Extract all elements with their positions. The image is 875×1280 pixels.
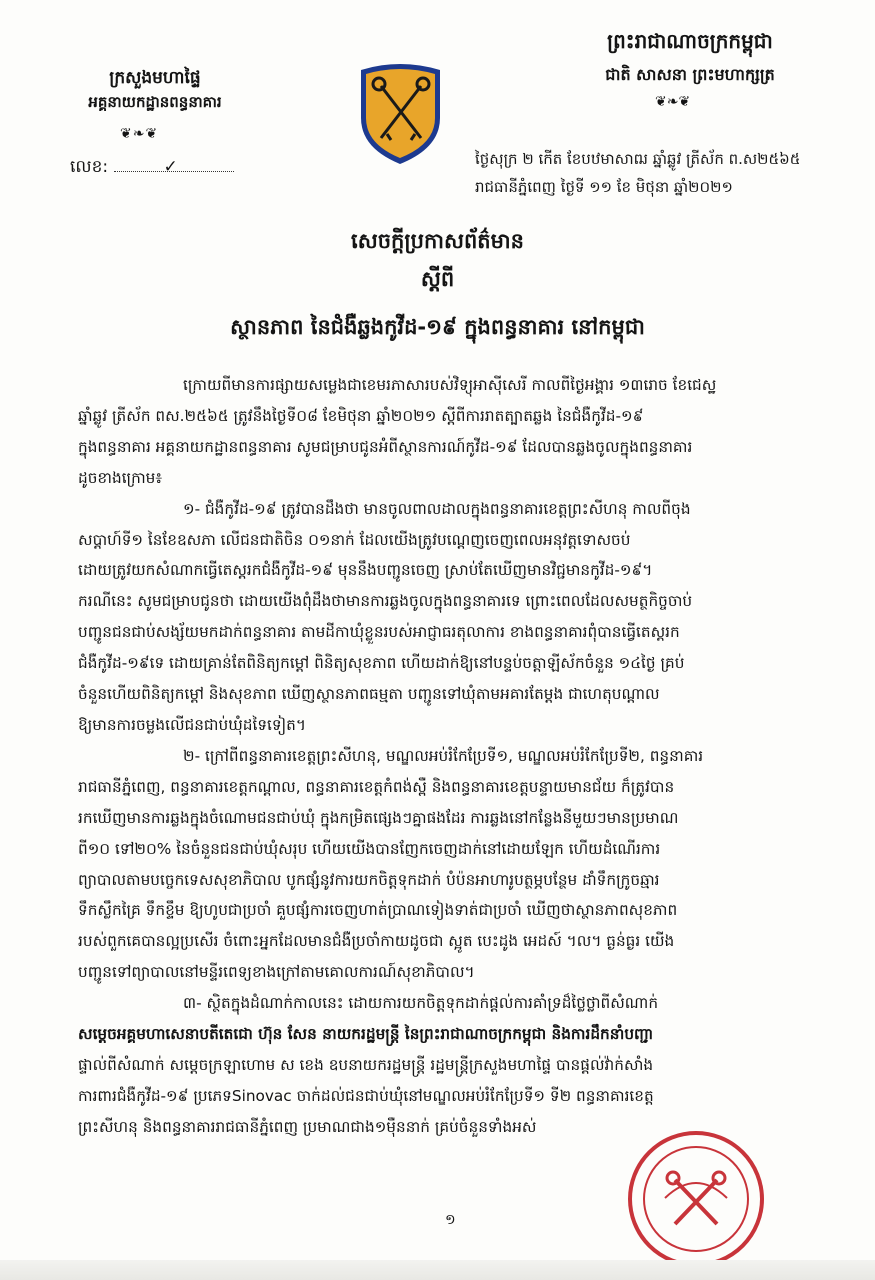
text-line: ដោយត្រូវយកសំណាកធ្វើតេស្តរកជំងឺកូវីដ-១៩ មុននឹងបញ្ជូនចេញ ស្រាប់តែឃើញមានវិជ្ជមានកូវីដ-១៩។ xyxy=(78,561,653,580)
ornament-left: ❦❧❦ xyxy=(120,126,159,142)
ministry-header xyxy=(70,66,240,114)
national-motto: ជាតិ សាសនា ព្រះមហាក្សត្រ xyxy=(605,65,775,84)
number-label: លេខ: xyxy=(70,157,109,177)
ornament-right: ❦❧❦ xyxy=(655,94,691,110)
page-bottom-edge xyxy=(0,1260,875,1280)
text-line: ទឹកស្លឹកគ្រៃ ទឹកខ្ទឹម ឱ្យហូបជាប្រចាំ គួបផ្សំការចេញហាត់ប្រាណទៀងទាត់ជាប្រចាំ ឃើញថាស្ថានភាពសុខភាព xyxy=(78,901,678,920)
text-line: បញ្ជូនទៅព្យាបាលនៅមន្ទីរពេទ្យខាងក្រៅតាមគោលការណ៍សុខាភិបាល។ xyxy=(78,963,475,982)
text-line: សម្តេចអគ្គមហាសេនាបតីតេជោ ហ៊ុន សែន នាយករដ្ឋមន្ត្រី នៃព្រះរាជាណាចក្រកម្ពុជា និងការដឹកនាំបញ្ជា xyxy=(78,1025,654,1044)
solar-date: រាជធានីភ្នំពេញ ថ្ងៃទី ១១ ខែ មិថុនា ឆ្នាំ២០២១ xyxy=(475,178,733,196)
text-line: បញ្ជូនជនជាប់សង្ស័យមកដាក់ពន្ធនាគារ តាមដីកាឃុំខ្លួនរបស់អាជ្ញាធរតុលាការ ខាងពន្ធនាគារពុំបានធ្វើតេស្តរក xyxy=(78,623,680,642)
text-line: ផ្ទាល់ពីសំណាក់ សម្តេចក្រឡាហោម ស ខេង ឧបនាយករដ្ឋមន្ត្រី រដ្ឋមន្ត្រីក្រសួងមហាផ្ទៃ បានផ្តល់វ៉ាក់សាំង xyxy=(78,1055,654,1074)
document-title: សេចក្តីប្រកាសព័ត៌មាន xyxy=(351,229,524,253)
text-line: ជំងឺកូវីដ-១៩ទេ ដោយគ្រាន់តែពិនិត្យកម្តៅ ពិនិត្យសុខភាព ហើយដាក់ឱ្យនៅបន្ទប់ចត្តាឡីស័កចំនួន ១៤ថ្ងៃ គ្រប់ xyxy=(78,654,685,673)
text-line: ១- ជំងឺកូវីដ-១៩ ត្រូវបានដឹងថា មានចូលពាលដាលក្នុងពន្ធនាគារខេត្តព្រះសីហនុ កាលពីចុង xyxy=(183,499,691,518)
department-name: អគ្គនាយកដ្ឋានពន្ធនាគារ xyxy=(88,93,222,111)
intro-paragraph xyxy=(78,370,830,494)
point-2-paragraph xyxy=(78,741,830,988)
page-number: ១ xyxy=(445,1212,456,1228)
point-1-paragraph xyxy=(78,494,830,741)
text-line: ក្រោយពីមានការផ្សាយសម្លេងជាខេមរភាសារបស់វិទ្យុអាស៊ីសេរី កាលពីថ្ងៃអង្គារ ១៣រោច ខែជេស្ឋ xyxy=(183,376,717,394)
text-line: ការពារជំងឺកូវីដ-១៩ ប្រភេទSinovac ចាក់ដល់ជនជាប់ឃុំនៅមណ្ឌលអប់រំកែប្រែទី១ ទី២ ពន្ធនាគារខេត្ត xyxy=(78,1086,654,1105)
lunar-date: ថ្ងៃសុក្រ ២ កើត ខែបឋមាសាឍ ឆ្នាំឆ្លូវ ត្រីស័ក ព.ស២៥៦៥ xyxy=(475,150,801,168)
text-line: ២- ក្រៅពីពន្ធនាគារខេត្តព្រះសីហនុ, មណ្ឌលអប់រំកែប្រែទី១, មណ្ឌលអប់រំកែប្រែទី២, ពន្ធនាគារ xyxy=(183,746,704,765)
point-3-paragraph xyxy=(78,988,830,1143)
text-line: ឱ្យមានការចម្លងលើជនជាប់ឃុំដទៃទៀត។ xyxy=(78,715,306,734)
text-line: ក្នុងពន្ធនាគារ អគ្គនាយកដ្ឋានពន្ធនាគារ សូមជម្រាបជូនអំពីស្ថានការណ៍កូវីដ-១៩ ដែលបានឆ្លងចូលក្នុងពន្ធនាគារ xyxy=(78,437,693,456)
text-line: របស់ពួកគេបានល្អប្រសើរ ចំពោះអ្នកដែលមានជំងឺប្រចាំកាយដូចជា ស្អូត បេះដូង អេដស៍ ។ល។ ធ្ងន់ធ្ងរ យើង xyxy=(78,932,675,951)
number-value: ✓ xyxy=(163,157,178,177)
text-line: ចំនួនហើយពិនិត្យកម្តៅ និងសុខភាព ឃើញស្ថានភាពធម្មតា បញ្ជូនទៅឃុំតាមអគារតែម្តង ជាហេតុបណ្តាល xyxy=(78,685,660,704)
document-number xyxy=(70,156,190,181)
text-line: ដូចខាងក្រោម៖ xyxy=(78,468,163,487)
text-line: រកឃើញមានការឆ្លងក្នុងចំណោមជនជាប់ឃុំ ក្នុងកម្រិតផ្សេងៗគ្នាផងដែរ ការឆ្លងនៅកន្លែងនីមួយៗមានប្រមាណ xyxy=(78,808,679,827)
text-line: ឆ្នាំឆ្លូវ ត្រីស័ក ពស.២៥៦៥ ត្រូវនឹងថ្ងៃទី០៨ ខែមិថុនា ឆ្នាំ២០២១ ស្តីពីការរាតត្បាតឆ្លង នៃជំងឺកូវីដ-១៩ xyxy=(78,406,644,425)
emblem-icon xyxy=(353,56,448,168)
official-seal-icon xyxy=(625,1128,767,1270)
text-line: ករណីនេះ សូមជម្រាបជូនថា ដោយយើងពុំដឹងថាមានការឆ្លងចូលក្នុងពន្ធនាគារទេ ព្រោះពេលដែលសមត្ថកិច្ចចាប់ xyxy=(78,592,693,611)
text-line: ពី១០ ទៅ២០% នៃចំនួនជនជាប់ឃុំសរុប ហើយយើងបានញែកចេញដាក់នៅដោយឡែក ហើយដំណើរការ xyxy=(78,839,661,858)
document-body xyxy=(78,370,830,1143)
kingdom-title: ព្រះរាជាណាចក្រកម្ពុជា xyxy=(607,29,773,53)
document-subject: ស្ថានភាព នៃជំងឺឆ្លងកូវីដ-១៩ ក្នុងពន្ធនាគារ នៅកម្ពុជា xyxy=(230,315,645,339)
document-subtitle-about: ស្តីពី xyxy=(420,267,455,291)
ministry-name: ក្រសួងមហាផ្ទៃ xyxy=(109,68,201,88)
text-line: ព្រះសីហនុ និងពន្ធនាគាររាជធានីភ្នំពេញ ប្រមាណជាង១ម៉ឺននាក់ គ្រប់ចំនួនទាំងអស់ xyxy=(78,1117,537,1136)
text-line: រាជធានីភ្នំពេញ, ពន្ធនាគារខេត្តកណ្តាល, ពន្ធនាគារខេត្តកំពង់ស្ពឺ និងពន្ធនាគារខេត្តបន្ទាយមានជ័យ ក៏ត្រូវបាន xyxy=(78,777,675,796)
text-line: ព្យាបាលតាមបច្ចេកទេសសុខាភិបាល បូកផ្សំនូវការយកចិត្តទុកដាក់ បំប៉នអាហារូបត្ថម្ភបន្ថែម ដាំទឹកក្រូចឆ្មារ xyxy=(78,870,660,889)
text-line: ៣- ស្ថិតក្នុងដំណាក់កាលនេះ ដោយការយកចិត្តទុកដាក់ផ្តល់ការគាំទ្រដ៏ថ្លៃថ្លាពីសំណាក់ xyxy=(183,994,659,1013)
text-line: សប្តាហ៍ទី១ នៃខែឧសភា លើជនជាតិចិន ០១នាក់ ដែលយើងត្រូវបណ្តេញចេញពេលអនុវត្តទោសចប់ xyxy=(78,530,631,549)
